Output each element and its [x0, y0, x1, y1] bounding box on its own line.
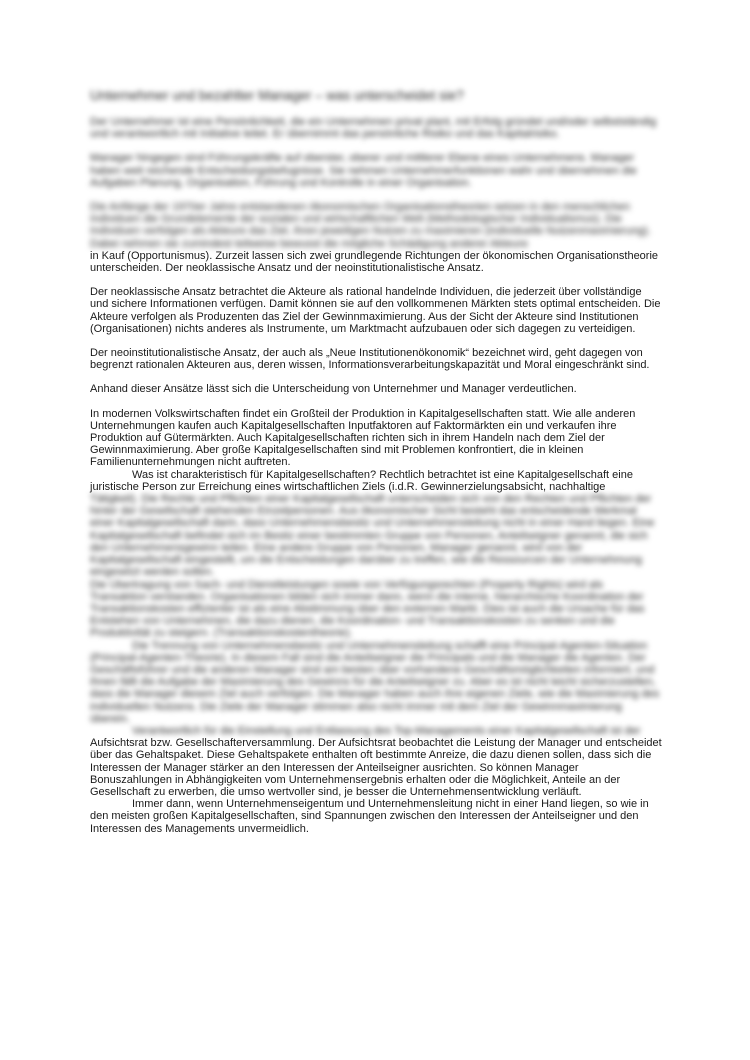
paragraph-conclusion: Immer dann, wenn Unternehmenseigentum und Unternehmensleitung nicht in einer Hand liegen, so wie in den meisten großen Kapitalgesellschaften, sind Spannungen zwischen den Interessen der Anteilseigner und den Interessen des Managements unvermeidlich.: [90, 798, 649, 835]
blurred-paragraph-5: Die Übertragung von Sach- und Dienstleistungen sowie von Verfügungsrechten (Property Rights) wird als Transaktion verstanden. Organisationen bilden sich immer dann, wenn die interne, hierarchische Koordination der Transaktionskosten effizienter ist als eine Abstimmung über den externen Markt. Dies ist auch die Ursache für das Entstehen von Unternehmen, die dazu dienen, die Koordination- und Transaktionskosten zu senken und die Produktivität zu steigern. (Transaktionskostentheorie).: [90, 578, 645, 640]
blurred-paragraph-6: Die Trennung von Unternehmensbesitz und Unternehmensleitung schafft eine Principal-Agenten-Situation (Principal-Agenten-Theorie). In diesem Fall sind die Anteilseigner die Principals und die Manager die Agenten. Der Geschäftsführer und die anderen Manager sind am besten über vorhandene Geschäftsmöglichkeiten informiert, und ihnen fällt die Aufgabe der Maximierung des Gewinns für die Anteilseigner zu. Aber es ist nicht leicht sicherzustellen, dass die Manager diesem Ziel auch verfolgen. Die Manager haben auch ihre eigenen Ziele, wie die Maximierung des individuellen Nutzens. Die Ziele der Manager stimmen also nicht immer mit dem Ziel der Gewinnmaximierung überein.: [90, 639, 660, 725]
paragraph-corporations: In modernen Volkswirtschaften findet ein Großteil der Produktion in Kapitalgesellschaften statt. Wie alle anderen Unternehmungen kaufen auch Kapitalgesellschaften Inputfaktoren auf Faktormärkten ein und verkaufen ihre Produktion auf Gütermärkten. Auch Kapitalgesellschaften richten sich in ihrem Handeln nach dem Ziel der Gewinnmaximierung. Aber große Kapitalgesellschaften sind mit Problemen konfrontiert, die in kleinen Familienunternehmungen nicht auftreten.: [90, 407, 636, 469]
blurred-paragraph-2: Manager hingegen sind Führungskräfte auf oberster, oberer und mittlerer Ebene eines Unternehmens. Manager haben weit reichende Entscheidungsbefugnisse. Sie nehmen Unternehmerfunktionen wahr und übernehmen die Aufgaben Planung, Organisation, Führung und Kontrolle in einer Organisation.: [90, 152, 637, 189]
document-body: [90, 88, 662, 835]
blurred-paragraph-1: Der Unternehmer ist eine Persönlichkeit, die ein Unternehmen privat plant, mit Erfolg gründet und/oder selbstständig und verantwortlich mit Initiative leitet. Er übernimmt das persönliche Risiko und das Kapitalrisiko.: [90, 116, 657, 141]
paragraph-supervisory-board: Aufsichtsrat bzw. Gesellschafterversammlung. Der Aufsichtsrat beobachtet die Leistung der Manager und entscheidet über das Gehaltspaket. Diese Gehaltspakete enthalten oft bestimmte Anreize, die dazu dienen sollen, dass sich die Interessen der Manager stärker an den Interessen der Anteilseigner ausrichten. So können Manager Bonuszahlungen in Abhängigkeiten vom Unternehmensergebnis erhalten oder die Möglichkeit, Anteile an der Gesellschaft zu erwerben, die umso wertvoller sind, je besser die Unternehmensentwicklung verläuft.: [90, 737, 662, 798]
blurred-paragraph-4: Tätigkeit). Die Rechte und Pflichten einer Kapitalgesellschaft unterscheiden sich von den Rechten und Pflichten der hinter der Gesellschaft stehenden Einzelpersonen. Aus ökonomischer Sicht besteht das entscheidende Merkmal einer Kapitalgesellschaft darin, dass Unternehmensbesitz und Unternehmensleitung nicht in einer Hand liegen. Eine Kapitalgesellschaft befindet sich im Besitz einer bestimmten Gruppe von Personen, Anteilseigner genannt, die sich den Unternehmensgewinn teilen. Eine andere Gruppe von Personen, Manager genannt, wird von der Kapitalgesellschaft eingestellt, um die Entscheidungen darüber zu treffen, wie die Ressourcen der Unternehmung eingesetzt werden sollen.: [90, 493, 655, 579]
document-title: Unternehmer und bezahlter Manager – was unterscheidet sie?: [90, 88, 464, 103]
paragraph-neoclassical: Der neoklassische Ansatz betrachtet die Akteure als rational handelnde Individuen, die jederzeit über vollständige und sichere Informationen verfügen. Damit können sie auf den vollkommenen Märkten stets optimal entscheiden. Die Akteure verfolgen als Produzenten das Ziel der Gewinnmaximierung. Aus der Sicht der Akteure sind Institutionen (Organisationen) nichts anderes als Instrumente, um Marktmacht aufzubauen oder sich dagegen zu verteidigen.: [90, 286, 661, 335]
paragraph-organisation-theory: in Kauf (Opportunismus). Zurzeit lassen sich zwei grundlegende Richtungen der ökonomischen Organisationstheorie unterscheiden. Der neoklassische Ansatz und der neoinstitutionalistische Ansatz.: [90, 249, 659, 275]
paragraph-distinction: Anhand dieser Ansätze lässt sich die Unterscheidung von Unternehmer und Manager verdeutlichen.: [90, 383, 577, 396]
paragraph-neoinstitutional: Der neoinstitutionalistische Ansatz, der auch als „Neue Institutionenökonomik“ bezeichnet wird, geht dagegen von begrenzt rationalen Akteuren aus, deren wissen, Informationsverarbeitungskapazität und Moral eingeschränkt sind.: [90, 347, 650, 372]
blurred-paragraph-3: Die Anfänge der 1970er Jahre entstandenen ökonomischen Organisationstheorien setzen in den menschlichen Individuen die Grundelemente der sozialen und wirtschaftlichen Welt (Methodologischer Individualismus). Die Individuen verfolgen als Akteure das Ziel, ihren jeweiligen Nutzen zu maximieren (individuelle Nutzenmaximierung). Dabei nehmen sie zumindest teilweise bewusst die mögliche Schädigung anderer Akteure: [90, 201, 651, 250]
paragraph-characteristics: Was ist charakteristisch für Kapitalgesellschaften? Rechtlich betrachtet ist eine Kapitalgesellschaft eine juristische Person zur Erreichung eines wirtschaftlichen Ziels (i.d.R. Gewinnerzielungsabsicht, nachhaltige: [90, 468, 633, 493]
blurred-paragraph-7: Verantwortlich für die Einstellung und Entlassung des Top-Managements einer Kapitalgesellschaft ist der: [132, 724, 641, 737]
